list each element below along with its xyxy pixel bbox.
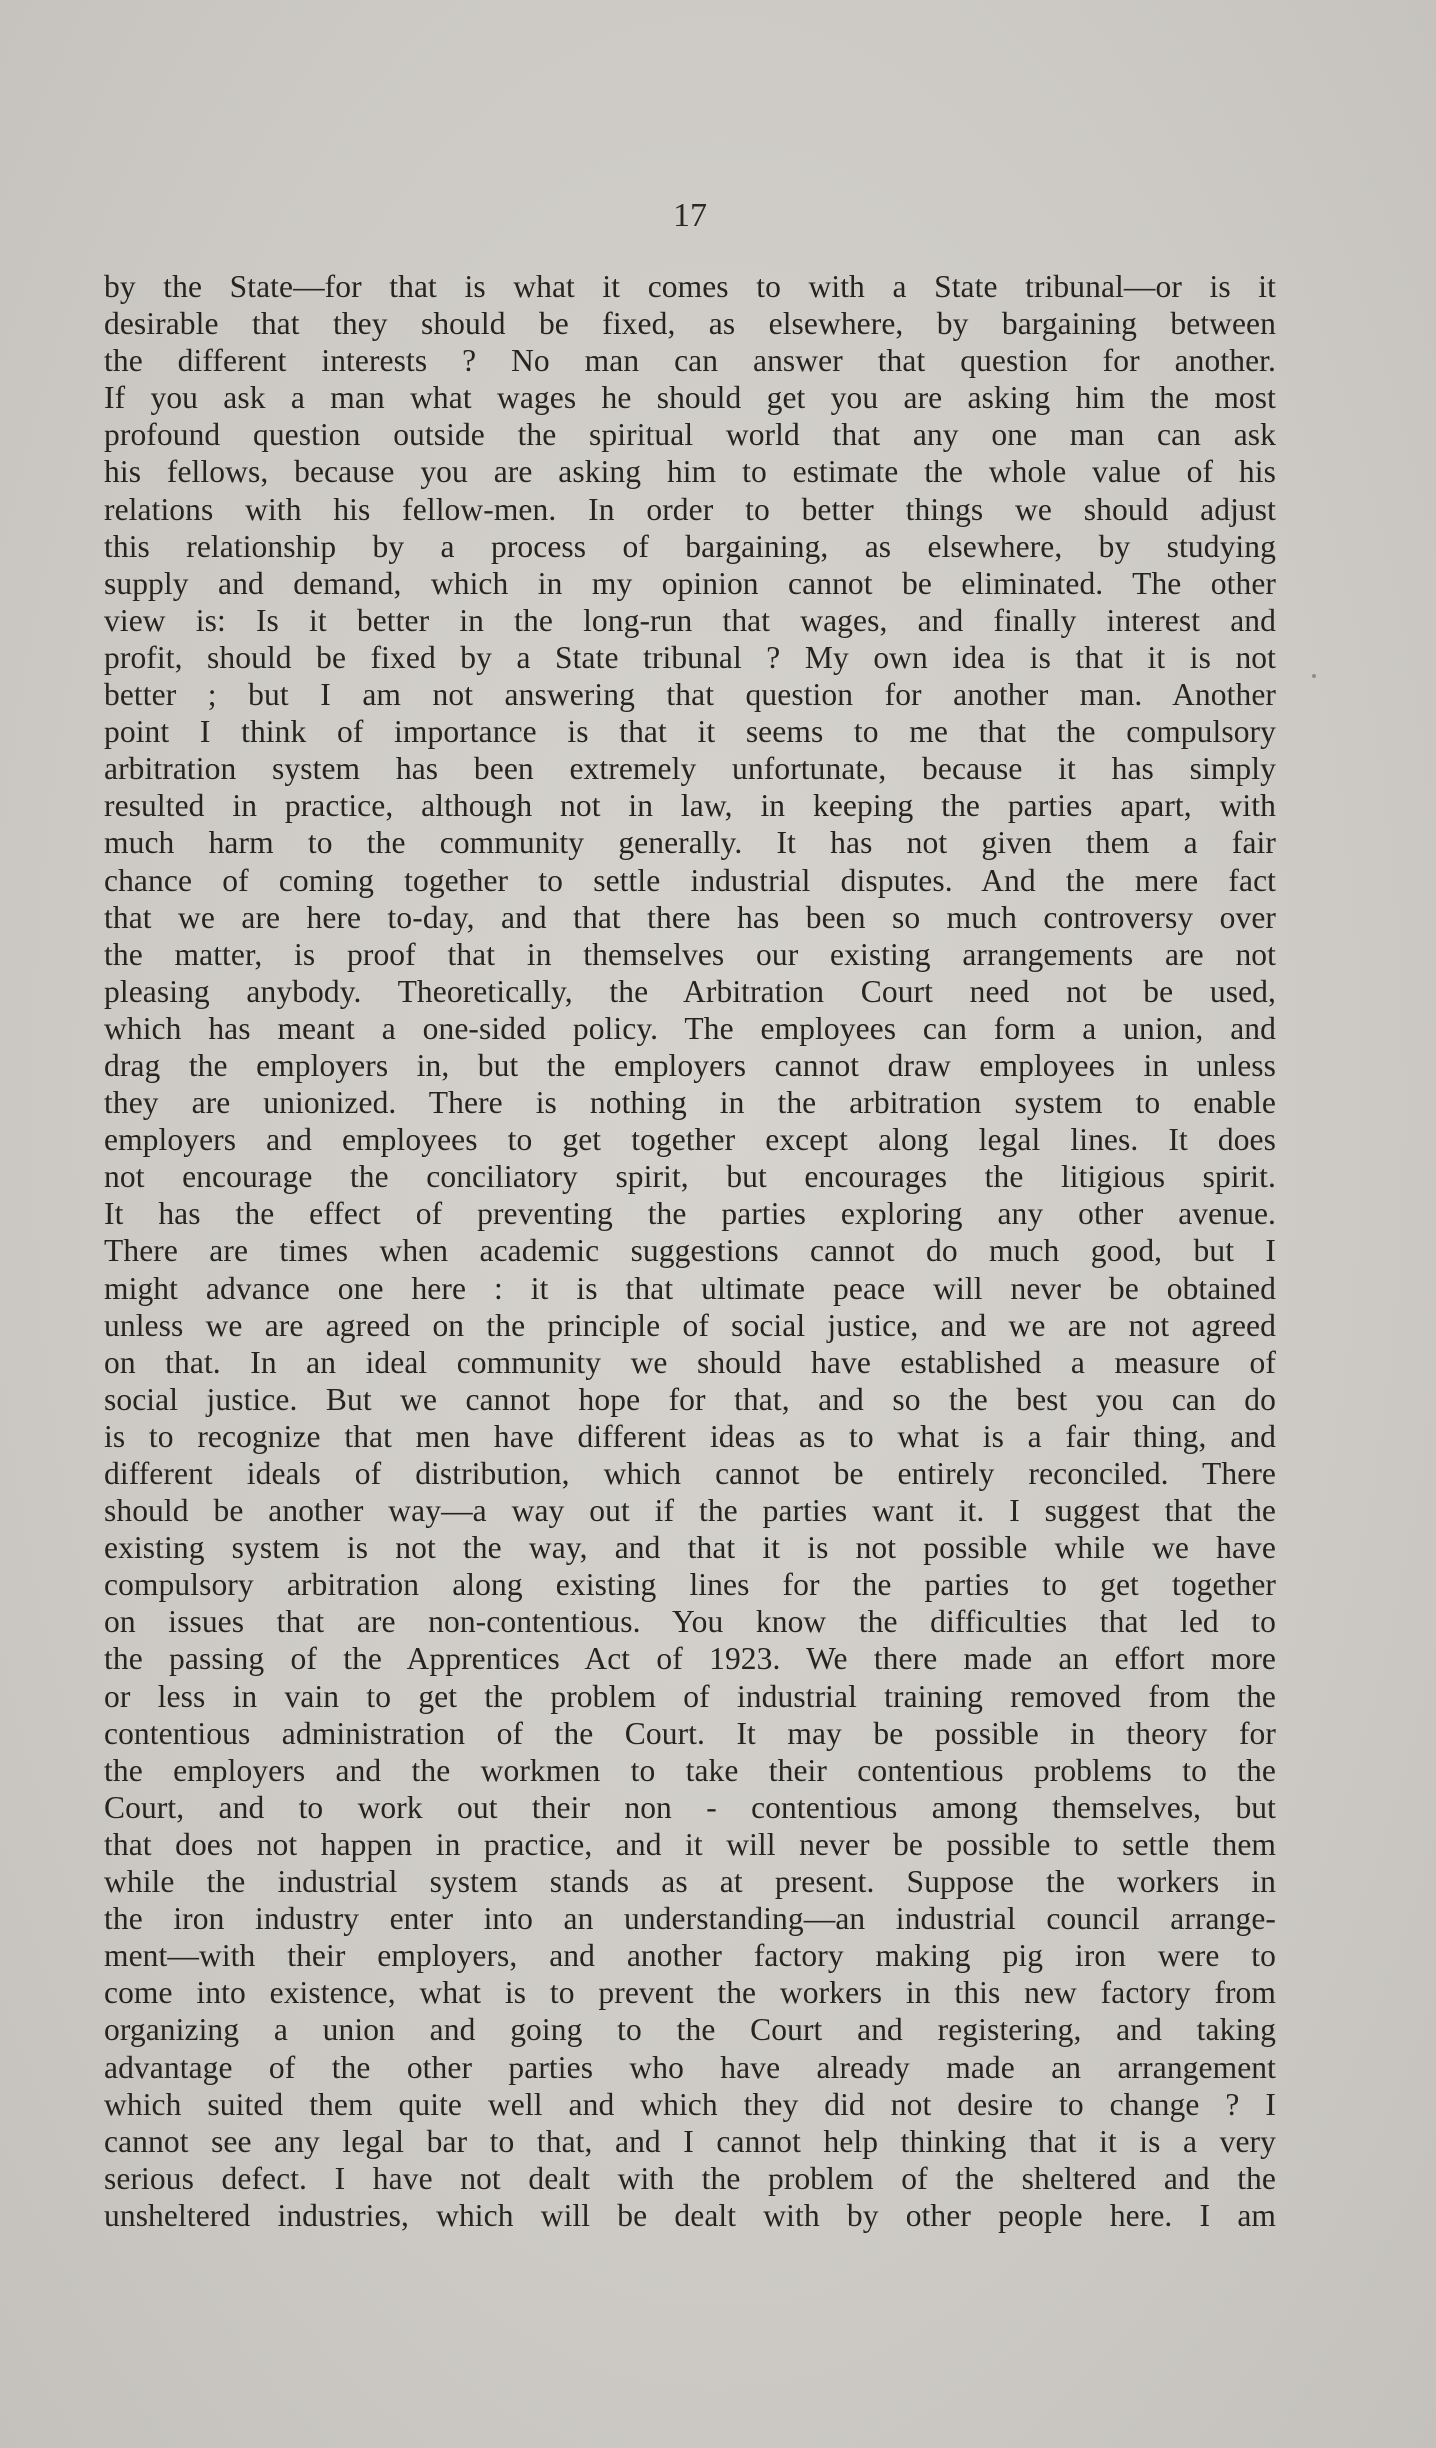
text-line: might advance one here : it is that ultimate peace will never be obtained	[104, 1270, 1276, 1306]
text-line: come into existence, what is to prevent the workers in this new factory from	[104, 1975, 1276, 2011]
text-line: existing system is not the way, and that it is not possible while we have	[104, 1530, 1276, 1566]
text-line: employers and employees to get together except along legal lines. It does	[104, 1122, 1276, 1158]
text-line: they are unionized. There is nothing in the arbitration system to enable	[104, 1085, 1276, 1121]
text-line: the employers and the workmen to take their contentious problems to the	[104, 1752, 1276, 1788]
text-line: the passing of the Apprentices Act of 1923. We there made an effort more	[104, 1641, 1276, 1677]
text-line: much harm to the community generally. It has not given them a fair	[104, 825, 1276, 861]
text-line: advantage of the other parties who have already made an arrangement	[104, 2049, 1276, 2085]
text-line: while the industrial system stands as at present. Suppose the workers in	[104, 1864, 1276, 1900]
text-line: desirable that they should be fixed, as elsewhere, by bargaining between	[104, 306, 1276, 342]
text-line: arbitration system has been extremely unfortunate, because it has simply	[104, 751, 1276, 787]
text-line: Court, and to work out their non - contentious among themselves, but	[104, 1789, 1276, 1825]
text-line: If you ask a man what wages he should get you are asking him the most	[104, 380, 1276, 416]
text-line: on that. In an ideal community we should have established a measure of	[104, 1344, 1276, 1380]
text-line: resulted in practice, although not in law, in keeping the parties apart, with	[104, 788, 1276, 824]
text-line: different ideals of distribution, which cannot be entirely reconciled. There	[104, 1456, 1276, 1491]
text-line: point I think of importance is that it seems to me that the compulsory	[104, 714, 1276, 750]
body-text	[104, 268, 1276, 2234]
text-line: contentious administration of the Court. It may be possible in theory for	[104, 1715, 1276, 1751]
text-line: It has the effect of preventing the parties exploring any other avenue.	[104, 1196, 1276, 1232]
text-line: by the State—for that is what it comes to with a State tribunal—or is it	[104, 269, 1276, 304]
text-line: unsheltered industries, which will be dealt with by other people here. I am	[104, 2197, 1276, 2233]
text-line: better ; but I am not answering that question for another man. Another	[104, 677, 1276, 713]
text-line: should be another way—a way out if the parties want it. I suggest that the	[104, 1493, 1276, 1529]
text-line: this relationship by a process of bargaining, as elsewhere, by studying	[104, 528, 1276, 564]
text-line: that does not happen in practice, and it will never be possible to settle them	[104, 1826, 1276, 1862]
text-line: the matter, is proof that in themselves our existing arrangements are not	[104, 936, 1276, 972]
text-line: the different interests ? No man can answer that question for another.	[104, 343, 1276, 379]
text-line: drag the employers in, but the employers cannot draw employees in unless	[104, 1047, 1276, 1083]
text-line: organizing a union and going to the Court and registering, and taking	[104, 2012, 1276, 2048]
text-line: his fellows, because you are asking him to estimate the whole value of his	[104, 454, 1276, 490]
text-line: social justice. But we cannot hope for that, and so the best you can do	[104, 1381, 1276, 1417]
text-line: ment—with their employers, and another factory making pig iron were to	[104, 1938, 1276, 1974]
text-line: not encourage the conciliatory spirit, but encourages the litigious spirit.	[104, 1159, 1276, 1195]
text-line: relations with his fellow-men. In order to better things we should adjust	[104, 491, 1276, 527]
text-line: or less in vain to get the problem of industrial training removed from the	[104, 1678, 1276, 1714]
text-line: which has meant a one-sided policy. The employees can form a union, and	[104, 1010, 1276, 1046]
text-line: compulsory arbitration along existing lines for the parties to get together	[104, 1567, 1276, 1603]
page-number: 17	[673, 197, 707, 234]
text-line: the iron industry enter into an understanding—an industrial council arrange-	[104, 1901, 1276, 1937]
text-line: serious defect. I have not dealt with the problem of the sheltered and the	[104, 2160, 1276, 2196]
text-line: supply and demand, which in my opinion cannot be eliminated. The other	[104, 565, 1276, 601]
text-line: which suited them quite well and which they did not desire to change ? I	[104, 2086, 1276, 2122]
text-line: that we are here to-day, and that there has been so much controversy over	[104, 899, 1276, 935]
text-line: is to recognize that men have different ideas as to what is a fair thing, and	[104, 1418, 1276, 1454]
text-line: view is: Is it better in the long-run that wages, and finally interest and	[104, 602, 1276, 638]
text-line: cannot see any legal bar to that, and I cannot help thinking that it is a very	[104, 2123, 1276, 2159]
text-line: profit, should be fixed by a State tribunal ? My own idea is that it is not	[104, 639, 1276, 675]
text-line: profound question outside the spiritual world that any one man can ask	[104, 417, 1276, 453]
text-line: chance of coming together to settle industrial disputes. And the mere fact	[104, 862, 1276, 898]
text-line: unless we are agreed on the principle of social justice, and we are not agreed	[104, 1307, 1276, 1343]
text-line: There are times when academic suggestions cannot do much good, but I	[104, 1233, 1276, 1269]
paper-speck	[1312, 674, 1316, 678]
text-line: pleasing anybody. Theoretically, the Arbitration Court need not be used,	[104, 973, 1276, 1009]
text-line: on issues that are non-contentious. You know the difficulties that led to	[104, 1604, 1276, 1640]
